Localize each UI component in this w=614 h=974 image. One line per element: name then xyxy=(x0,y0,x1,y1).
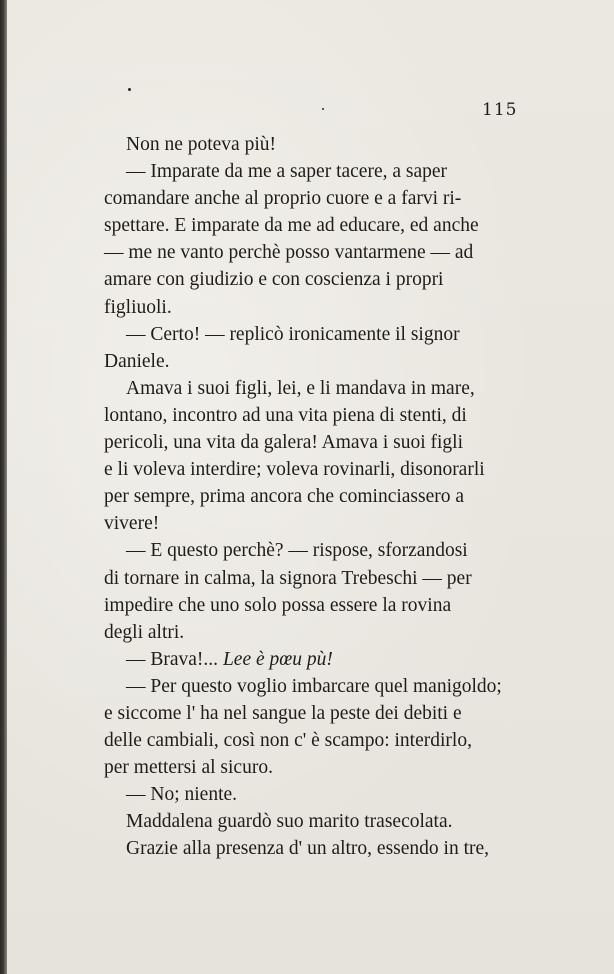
text-line: degli altri. xyxy=(104,621,185,643)
text-line: vivere! xyxy=(104,513,160,535)
text-line: — Per questo voglio imbarcare quel manigoldo; xyxy=(126,675,502,697)
text-line: Non ne poteva più! xyxy=(126,134,277,155)
binding-edge xyxy=(0,0,7,974)
text-line: Daniele. xyxy=(104,350,170,372)
text-span: — Brava!... xyxy=(126,648,219,670)
text-line xyxy=(104,646,514,673)
text-line: Grazie alla presenza d' un altro, essendo in tre, xyxy=(126,838,490,860)
text-line: per mettersi al sicuro. xyxy=(104,757,273,779)
text-line: comandare anche al proprio cuore e a farvi ri- xyxy=(104,188,462,210)
ink-speck xyxy=(322,108,324,110)
text-line: — No; niente. xyxy=(126,784,238,806)
text-line: e li voleva interdire; voleva rovinarli, disonorarli xyxy=(104,459,485,481)
ink-speck xyxy=(128,88,131,91)
text-line: Maddalena guardò suo marito trasecolata. xyxy=(126,811,453,833)
body-text xyxy=(104,131,514,863)
text-line: spettare. E imparate da me ad educare, ed anche xyxy=(104,215,479,237)
text-line: — me ne vanto perchè posso vantarmene — ad xyxy=(104,242,474,264)
text-line: impedire che uno solo possa essere la rovina xyxy=(104,594,452,616)
text-line: per sempre, prima ancora che cominciassero a xyxy=(104,486,465,508)
text-line: — Certo! — replicò ironicamente il signor xyxy=(126,323,460,345)
text-line: — Imparate da me a saper tacere, a saper xyxy=(126,161,448,183)
text-line: delle cambiali, così non c' è scampo: interdirlo, xyxy=(104,730,472,752)
text-line: lontano, incontro ad una vita piena di stenti, di xyxy=(104,404,467,426)
text-line: e siccome l' ha nel sangue la peste dei debiti e xyxy=(104,702,462,724)
dialect-phrase: Lee è pœu pù! xyxy=(222,648,333,670)
text-line: di tornare in calma, la signora Trebeschi — per xyxy=(104,567,472,589)
page-number: 115 xyxy=(482,100,518,120)
text-line: amare con giudizio e con coscienza i propri xyxy=(104,269,444,291)
text-line: — E questo perchè? — rispose, sforzandosi xyxy=(126,540,468,562)
text-line: Amava i suoi figli, lei, e li mandava in mare, xyxy=(126,377,475,399)
text-line: pericoli, una vita da galera! Amava i suoi figli xyxy=(104,432,464,454)
text-line: figliuoli. xyxy=(104,296,172,318)
